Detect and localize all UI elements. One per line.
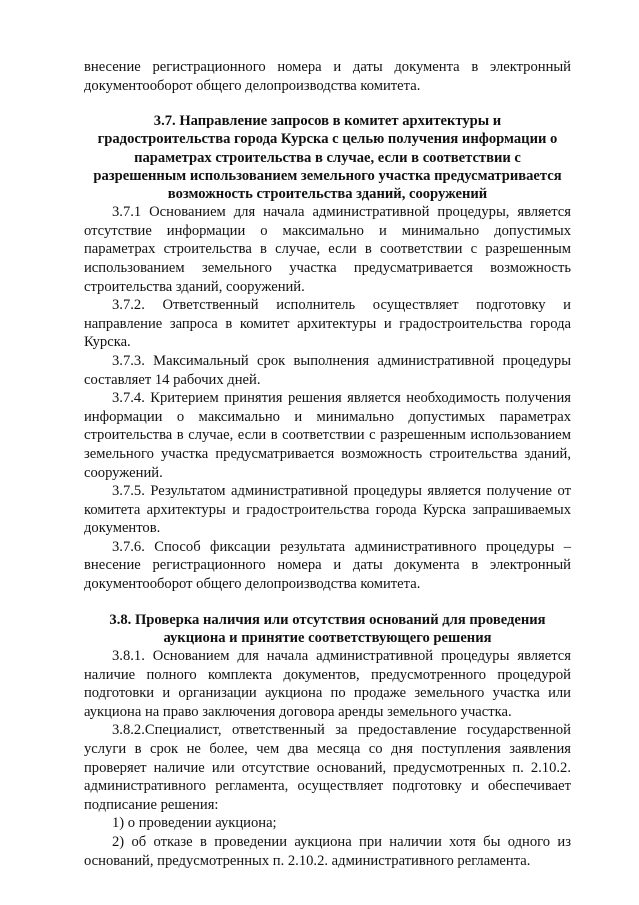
intro-paragraph: внесение регистрационного номера и даты документа в электронный документооборот общего делопроизводства комитета.	[84, 59, 571, 94]
paragraph-3-8-2: 3.8.2.Специалист, ответственный за предоставление государственной услуги в срок не более, чем два месяца со дня поступления заявления проверяет наличие или отсутствие оснований, предусмотренных п. 2.10.2. административного регламента, осуществляет подготовку и обеспечивает подписание решения:	[84, 722, 571, 813]
paragraph-3-7-2: 3.7.2. Ответственный исполнитель осуществляет подготовку и направление запроса в комитет архитектуры и градостроительства города Курска.	[84, 297, 571, 351]
paragraph-3-7-4: 3.7.4. Критерием принятия решения является необходимость получения информации о максимально и минимально допустимых параметрах строительства в случае, если в соответствии с разрешенным использованием земельного участка предусматривается возможность строительства зданий, сооружений.	[84, 390, 571, 481]
document-page	[84, 58, 571, 870]
paragraph-3-7-5: 3.7.5. Результатом административной процедуры является получение от комитета архитектуры и градостроительства города Курска запрашиваемых документов.	[84, 483, 571, 537]
section-3-7-heading: 3.7. Направление запросов в комитет архитектуры и градостроительства города Курска с целью получения информации о параметрах строительства в случае, если в соответствии с разрешенным использованием земельного участка предусматривается возможность строительства зданий, сооружений	[93, 113, 562, 202]
list-item-2: 2) об отказе в проведении аукциона при наличии хотя бы одного из оснований, предусмотренных п. 2.10.2. административного регламента.	[84, 834, 571, 869]
paragraph-3-7-1: 3.7.1 Основанием для начала административной процедуры, является отсутствие информации о максимально и минимально допустимых параметрах строительства в случае, если в соответствии с разрешенным использованием земельного участка предусматривается возможность строительства зданий, сооружений.	[84, 204, 571, 295]
paragraph-3-8-1: 3.8.1. Основанием для начала административной процедуры является наличие полного комплекта документов, предусмотренного процедурой подготовки и организации аукциона по продаже земельного участка или аукциона на право заключения договора аренды земельного участка.	[84, 648, 571, 720]
paragraph-3-7-6: 3.7.6. Способ фиксации результата административного процедуры – внесение регистрационного номера и даты документа в электронный документооборот общего делопроизводства комитета.	[84, 538, 571, 593]
list-item-1: 1) о проведении аукциона;	[112, 815, 277, 832]
section-3-8-heading: 3.8. Проверка наличия или отсутствия оснований для проведения аукциона и принятие соответствующего решения	[109, 611, 546, 646]
paragraph-3-7-3: 3.7.3. Максимальный срок выполнения административной процедуры составляет 14 рабочих дней.	[84, 352, 571, 388]
